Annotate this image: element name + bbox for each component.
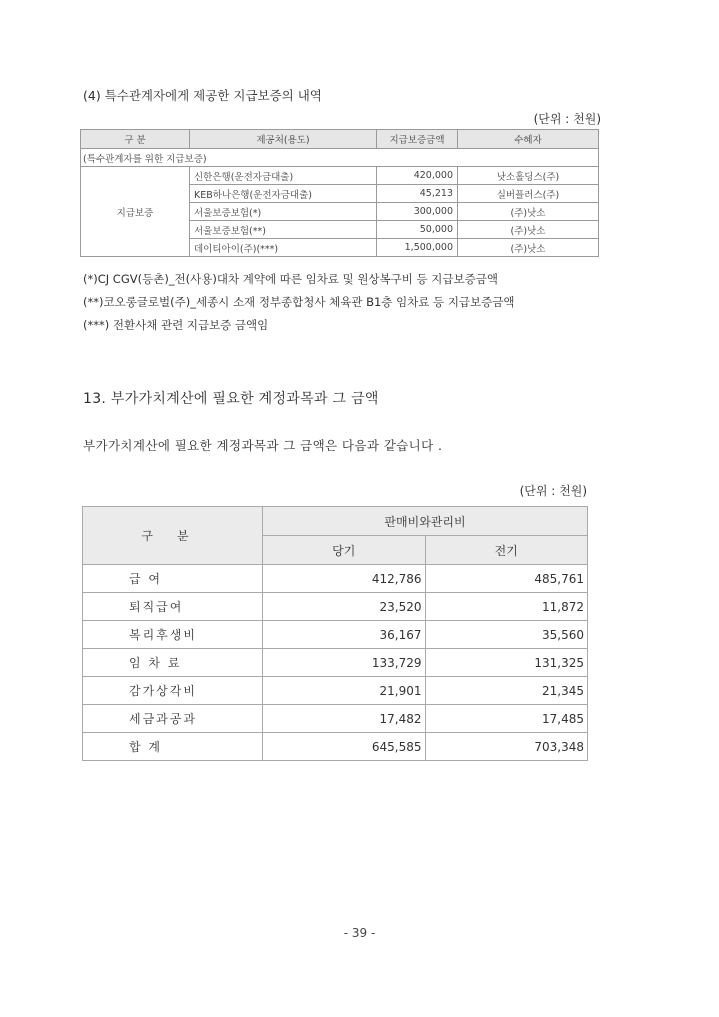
footnote: (**)코오롱글로벌(주)_세종시 소재 정부종합청사 체육관 B1층 임차료 등 지급보증금액 xyxy=(83,295,515,309)
provider-cell: 신한은행(운전자금대출) xyxy=(190,167,377,185)
amount-cell: 420,000 xyxy=(377,167,458,185)
row-label: 복리후생비 xyxy=(83,621,263,649)
header-gubun: 구분 xyxy=(83,507,263,565)
current-value: 17,482 xyxy=(263,705,426,733)
value-added-table xyxy=(82,506,588,761)
row-label: 감가상각비 xyxy=(83,677,263,705)
footnotes xyxy=(83,268,514,337)
table-row xyxy=(83,621,588,649)
table-row xyxy=(83,705,588,733)
footnote: (***) 전환사채 관련 지급보증 금액임 xyxy=(83,318,269,332)
amount-cell: 50,000 xyxy=(377,221,458,239)
prior-value: 703,348 xyxy=(425,733,588,761)
prior-value: 21,345 xyxy=(425,677,588,705)
header-gubun: 구 분 xyxy=(81,130,190,149)
unit-label-accounts: (단위 : 천원) xyxy=(519,484,587,498)
current-value: 36,167 xyxy=(263,621,426,649)
table-row xyxy=(81,167,599,185)
table-header-row xyxy=(81,130,599,149)
header-provider: 제공처(용도) xyxy=(190,130,377,149)
prior-value: 35,560 xyxy=(425,621,588,649)
beneficiary-cell: 실버플러스(주) xyxy=(458,185,599,203)
row-label: 급 여 xyxy=(83,565,263,593)
page-number: - 39 - xyxy=(343,926,376,940)
current-value: 412,786 xyxy=(263,565,426,593)
category-cell: 지급보증 xyxy=(81,167,190,257)
amount-cell: 300,000 xyxy=(377,203,458,221)
row-label: 합 계 xyxy=(83,733,263,761)
header-beneficiary: 수혜자 xyxy=(458,130,599,149)
row-label: 퇴직급여 xyxy=(83,593,263,621)
beneficiary-cell: (주)낫소 xyxy=(458,239,599,257)
group-row xyxy=(81,149,599,167)
beneficiary-cell: (주)낫소 xyxy=(458,203,599,221)
prior-value: 485,761 xyxy=(425,565,588,593)
current-value: 21,901 xyxy=(263,677,426,705)
current-value: 645,585 xyxy=(263,733,426,761)
amount-cell: 45,213 xyxy=(377,185,458,203)
table-header-row xyxy=(83,507,588,536)
header-current: 당기 xyxy=(263,536,426,565)
header-prior: 전기 xyxy=(425,536,588,565)
provider-cell: 서울보증보험(*) xyxy=(190,203,377,221)
provider-cell: KEB하나은행(운전자금대출) xyxy=(190,185,377,203)
table-row xyxy=(83,593,588,621)
current-value: 23,520 xyxy=(263,593,426,621)
provider-cell: 서울보증보험(**) xyxy=(190,221,377,239)
section-13-title: 13. 부가가치계산에 필요한 계정과목과 그 금액 xyxy=(83,391,379,407)
prior-value: 11,872 xyxy=(425,593,588,621)
header-amount: 지급보증금액 xyxy=(377,130,458,149)
section-13-paragraph: 부가가치계산에 필요한 계정과목과 그 금액은 다음과 같습니다 . xyxy=(83,438,443,453)
beneficiary-cell: 낫소홀딩스(주) xyxy=(458,167,599,185)
table-row xyxy=(83,677,588,705)
current-value: 133,729 xyxy=(263,649,426,677)
table-row xyxy=(83,649,588,677)
unit-label-guarantee: (단위 : 천원) xyxy=(533,112,601,126)
guarantee-table xyxy=(80,129,599,257)
provider-cell: 데이티아이(주)(***) xyxy=(190,239,377,257)
group-label: (특수관계자를 위한 지급보증) xyxy=(81,149,599,167)
row-label: 세금과공과 xyxy=(83,705,263,733)
total-row xyxy=(83,733,588,761)
prior-value: 17,485 xyxy=(425,705,588,733)
table-row xyxy=(83,565,588,593)
header-sga: 판매비와관리비 xyxy=(263,507,588,536)
beneficiary-cell: (주)낫소 xyxy=(458,221,599,239)
row-label: 임 차 료 xyxy=(83,649,263,677)
section-4-title: (4) 특수관계자에게 제공한 지급보증의 내역 xyxy=(83,88,322,103)
prior-value: 131,325 xyxy=(425,649,588,677)
footnote: (*)CJ CGV(등촌)_전(사용)대차 계약에 따른 임차료 및 원상복구비 등 지급보증금액 xyxy=(83,272,498,286)
amount-cell: 1,500,000 xyxy=(377,239,458,257)
